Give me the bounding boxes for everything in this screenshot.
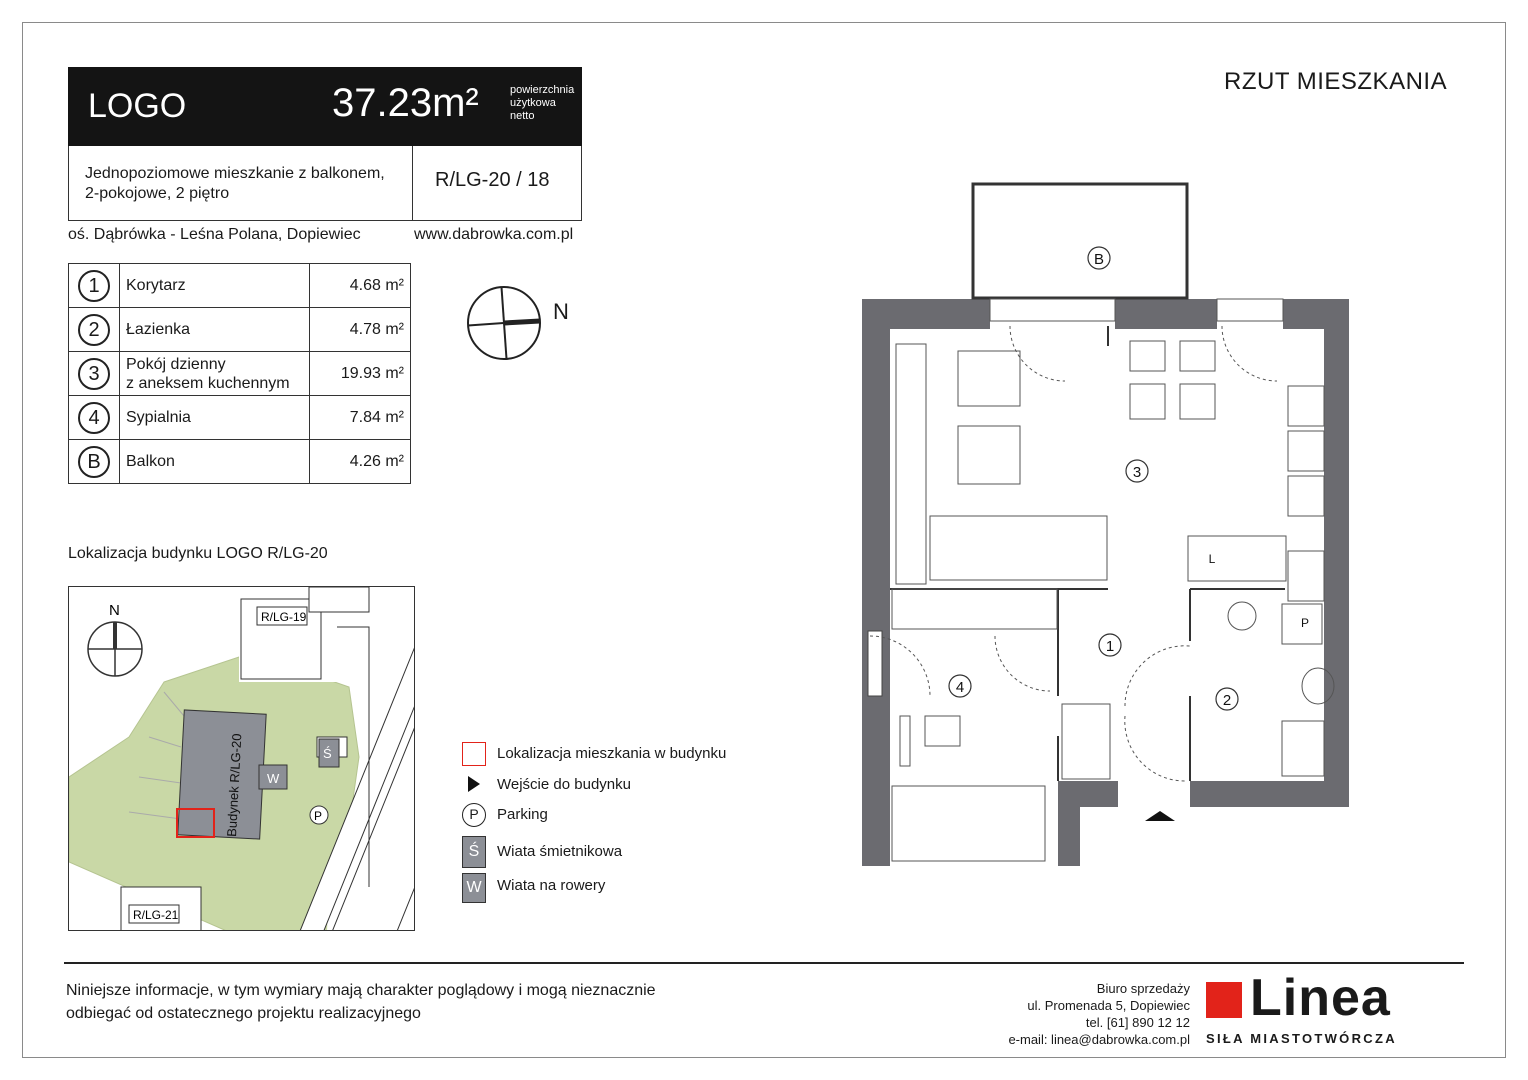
site-map (68, 586, 415, 931)
balcony-outline (973, 184, 1187, 298)
website-link[interactable]: www.dabrowka.com.pl (414, 226, 574, 243)
fridge-label: L (1208, 552, 1216, 566)
divider (412, 146, 413, 220)
room-name: Korytarz (126, 277, 186, 294)
brand-tagline: SIŁA MIASTOTWÓRCZA (1206, 1031, 1397, 1046)
room-number: 4 (78, 402, 110, 434)
sales-office (960, 980, 1190, 1048)
room-area: 4.26 m² (310, 440, 411, 484)
neighbor-bottom-label: R/LG-21 (133, 908, 179, 922)
room-number: B (78, 446, 110, 478)
room-area: 19.93 m² (310, 352, 411, 396)
hall-label: 1 (1105, 638, 1115, 655)
apartment-area: 37.23m² (332, 81, 479, 125)
compass-north-label: N (553, 299, 569, 324)
room-area: 4.78 m² (310, 308, 411, 352)
apartment-info-box (68, 146, 582, 221)
site-map-drawing (69, 587, 415, 931)
table-row (69, 308, 411, 352)
room-name: Balkon (126, 453, 175, 470)
trash-shelter-icon: Ś (462, 836, 486, 868)
disclaimer-line: odbiegać od ostatecznego projektu realizacyjnego (66, 1005, 421, 1022)
description-line: 2-pokojowe, 2 piętro (85, 185, 230, 202)
map-north-label: N (109, 602, 120, 619)
parking-label: P (314, 809, 323, 823)
legend-label: Wejście do budynku (497, 776, 631, 793)
room-number: 1 (78, 270, 110, 302)
area-desc-line: użytkowa (510, 97, 556, 109)
room-name: Łazienka (126, 321, 191, 338)
office-address: ul. Promenada 5, Dopiewiec (1027, 998, 1190, 1013)
balcony-label: B (1093, 251, 1105, 268)
apartment-description (85, 164, 415, 204)
table-row (69, 264, 411, 308)
room-number: 3 (78, 358, 110, 390)
disclaimer-line: Niniejsze informacje, w tym wymiary mają charakter poglądowy i mogą nieznacznie (66, 982, 656, 999)
legend-label: Lokalizacja mieszkania w budynku (497, 745, 727, 762)
floor-plan (840, 176, 1360, 876)
building-label: Budynek R/LG-20 (224, 733, 245, 838)
bike-shelter-icon: W (462, 873, 486, 903)
washer-label: P (1300, 616, 1310, 630)
legend-label: Parking (497, 806, 548, 823)
brand-square-icon (1206, 982, 1242, 1018)
trash-shelter-label: Ś (323, 746, 332, 761)
table-row (69, 352, 411, 396)
brand-name: Linea (1250, 969, 1391, 1027)
estate-name: oś. Dąbrówka - Leśna Polana, Dopiewiec (68, 226, 361, 243)
table-row (69, 440, 411, 484)
apartment-location-icon (462, 742, 486, 766)
room-name-line2: z aneksem kuchennym (126, 374, 290, 392)
bedroom-label: 4 (955, 679, 965, 696)
area-desc-line: netto (510, 110, 535, 122)
entrance-marker-icon (1145, 811, 1175, 821)
bike-shelter-label: W (267, 771, 280, 786)
logo-text: LOGO (88, 87, 187, 125)
compass-icon (466, 285, 542, 361)
page-title: RZUT MIESZKANIA (1224, 68, 1448, 95)
entrance-arrow-icon (468, 776, 480, 792)
room-number: 2 (78, 314, 110, 346)
legend-label: Wiata na rowery (497, 877, 606, 894)
area-desc-line: powierzchnia (510, 84, 575, 96)
living-room-label: 3 (1132, 464, 1142, 481)
disclaimer (66, 979, 746, 1025)
office-email[interactable]: e-mail: linea@dabrowka.com.pl (1008, 1032, 1190, 1047)
legend-label: Wiata śmietnikowa (497, 843, 623, 860)
room-name: Sypialnia (126, 409, 191, 426)
room-name: Pokój dzienny (126, 355, 226, 373)
bathroom-label: 2 (1222, 692, 1232, 709)
office-phone: tel. [61] 890 12 12 (1085, 1015, 1190, 1030)
footer-divider (64, 962, 1464, 964)
header-bar (68, 67, 582, 146)
description-line: Jednopoziomowe mieszkanie z balkonem, (85, 165, 385, 182)
table-row (69, 396, 411, 440)
area-description (510, 84, 580, 123)
parking-icon: P (462, 803, 486, 827)
rooms-table (68, 263, 411, 484)
room-area: 7.84 m² (310, 396, 411, 440)
office-title: Biuro sprzedaży (1096, 981, 1190, 996)
neighbor-top-label: R/LG-19 (261, 610, 307, 624)
location-title: Lokalizacja budynku LOGO R/LG-20 (68, 545, 328, 562)
room-area: 4.68 m² (310, 264, 411, 308)
apartment-code: R/LG-20 / 18 (435, 169, 550, 191)
